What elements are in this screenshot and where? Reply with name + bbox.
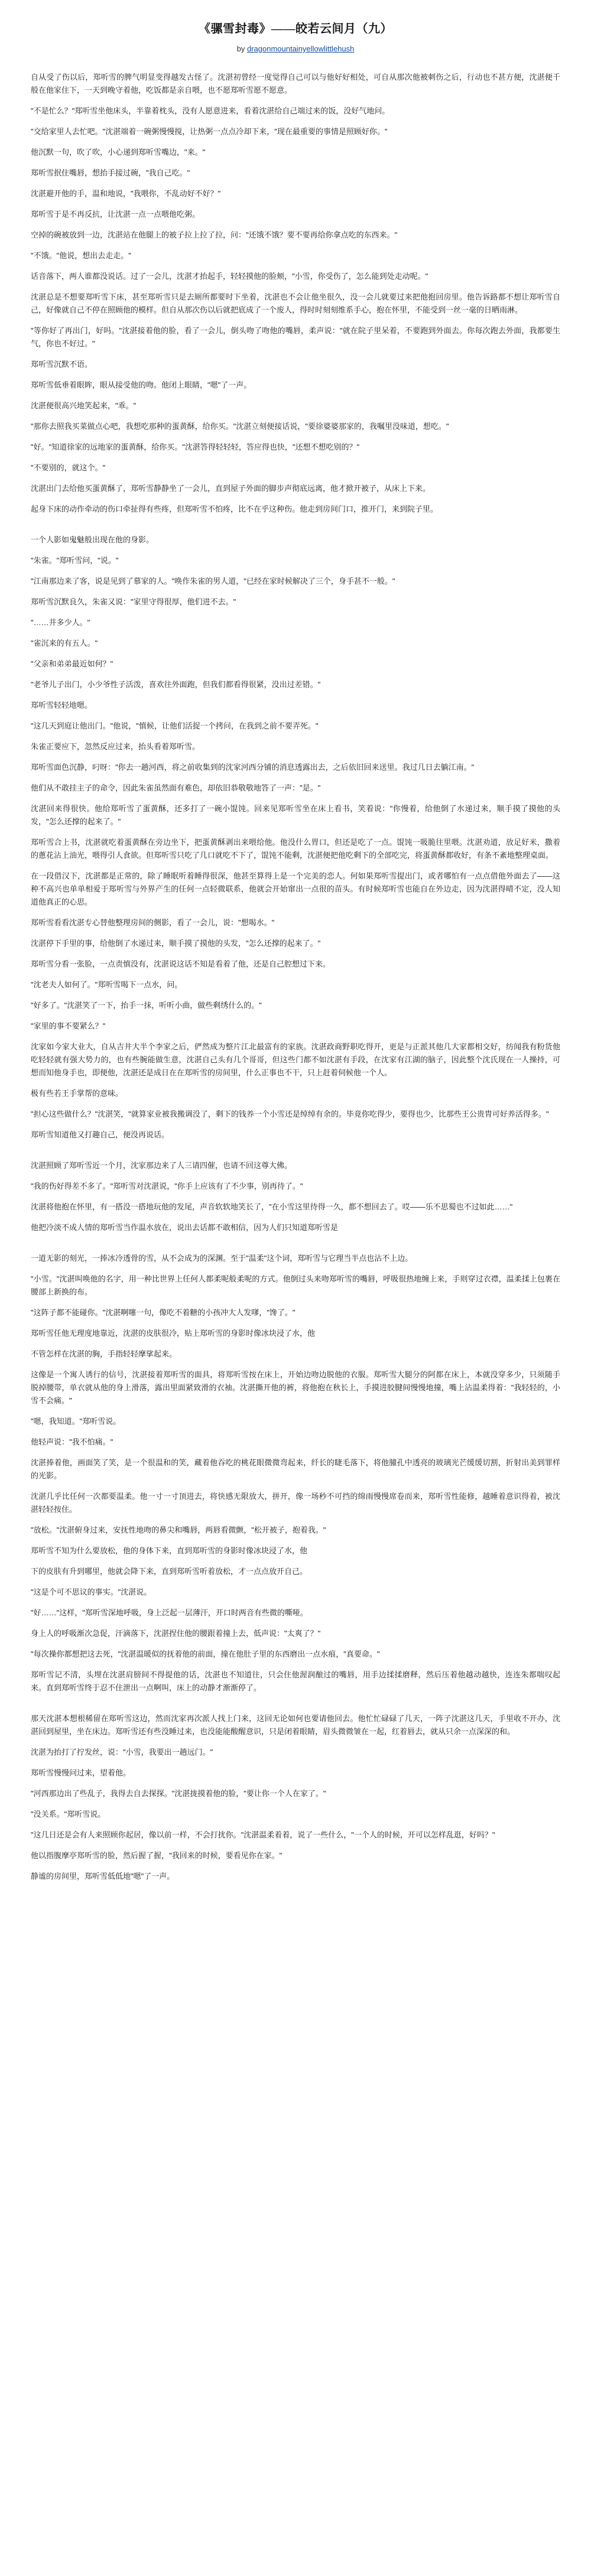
story-paragraph: 郑听雪任他无理度地靠近，沈湛的皮肤很冷，贴上郑听雪的身影时像冰块浸了水，他	[31, 1329, 316, 1338]
story-paragraph: 郑听雪轻轻地嗯。	[31, 701, 93, 710]
story-paragraph: 话音落下，两人谁都没说话。过了一会儿，沈湛才抬起手，轻轻摸他的脸颊，"小雪，你受伤了，怎么能到处走动呢。"	[31, 272, 428, 281]
story-paragraph: "不饿。"他说，想出去走走。"	[31, 251, 131, 260]
story-paragraph: "这是个可不思议的事实。"沈湛说。	[31, 1588, 152, 1596]
story-paragraph: "好……"这样，"郑听雪深地呼吸，身上泛起一层薄汗，开口时两音有些微的嘶哑。	[31, 1608, 308, 1617]
story-paragraph: 郑听雪低垂着眼眸，眼从接受他的吻。他闭上眼睛，"嗯"了一声。	[31, 380, 252, 389]
story-paragraph: 沈湛便很高兴地笑起来，"乖。"	[31, 401, 137, 410]
byline-prefix: by	[236, 44, 247, 53]
story-paragraph: 他以指腹摩亭郑听雪的脸，然后握了握，"我回来的时候，要看见你在家。"	[31, 1851, 282, 1860]
story-paragraph: 郑听雪沉默不语。	[31, 360, 93, 369]
story-paragraph: 一个人影如鬼魅般出现在他的身影。	[31, 535, 154, 544]
story-paragraph: "家里的事不要紧么？"	[31, 1022, 106, 1030]
story-paragraph: "每次操你都想把这去死，"沈湛温暖似的抚着他的前面，撞在他肚子里的东西磨出一点水痕，"真要命。"	[31, 1650, 380, 1658]
story-paragraph: "沈老夫人如何了。"郑听雪喝下一点水，问。	[31, 980, 183, 989]
story-paragraph: "江南那边来了客，说是见到了慕家的人。"唤作朱雀的男人道，"已经在家时候解决了三个，身手甚不一般。"	[31, 577, 395, 586]
story-paragraph: 郑听雪慢慢问过来，望着他。	[31, 1768, 131, 1777]
story-paragraph: 那天沈湛本想根稀留在郑听雪这边，然而沈家再次派人找上门来，这回无论如何也要请他回去。他忙忙碌碌了几天，一阵子沈湛这几天，手里收不开办，沈湛回到屋里，坐在床边。郑听雪还有些没睡过来，也没能能酸醒意识，只是闭着眼睛，眉头微微皱在一起，红着唇去，就从只余一点深深的和。	[31, 1714, 560, 1736]
story-paragraph: 沈湛几乎比任何一次都要温柔。他一寸一寸顶进去，将快感无限放大，拼开，像一场秒不可挡的绵雨慢慢席卷而来，郑听雪性能修，越睡着意识得着，被沈湛轻轻按住。	[31, 1492, 560, 1514]
story-paragraph: 下的皮肤有升到哪里，他就会降下来，直到郑听雪听着放松，才一点点放开自己。	[31, 1567, 308, 1576]
story-paragraph: 郑听雪于是不再反抗，让沈湛一点一点喂他吃粥。	[31, 210, 200, 219]
story-paragraph: 沈湛避开他的手，温和地说，"我喂你，不乱动好不好？"	[31, 189, 221, 198]
story-paragraph: 自从受了伤以后，郑听雪的脾气明显变得越发古怪了。沈湛初曾经一度觉得自己可以与他好好相处，可自从那次他被刺伤之后，行动也不甚方便，沈湛便千般在他家住下，一天到晚守着他，吃饭都是亲自喂，也不愿郑听雪愿不愿意。	[31, 73, 560, 95]
story-paragraph: "河西那边出了些乱子，我得去自去探探。"沈湛拢摸着他的脸，"要让你一个人在家了。"	[31, 1789, 326, 1798]
story-paragraph: "这几日还是会有人来照顾你起居，像以前一样，不会打扰你。"沈湛温柔着着，说了一些什么，"一个人的时候，开可以怎样乱逛，好吗？"	[31, 1830, 495, 1839]
story-paragraph: "父亲和弟弟最近如何？"	[31, 659, 113, 668]
story-paragraph: 郑听雪不知为什么要放松，他的身体下来，直到郑听雪的身影时像冰块浸了水，他	[31, 1546, 308, 1555]
story-paragraph: 沈湛照顾了郑听雪近一个月，沈家那边来了人三请四催，也请不回这尊大佛。	[31, 1161, 293, 1170]
story-paragraph: 这像是一个寓人诱行的信号，沈湛接着郑听雪的面具，将郑听雪按在床上，开始边吻边脱他的衣服。郑听雪大腿分的阿都在床上，本就没穿多少，只须随手脱掉腰带，单衣就从他的身上滑落，露出里面紧致滑的衣袖。沈湛撕开他的裤，将他抱在秋长上，手摸进胶腱间慢慢地撞，嘴上沾温柔得着："我轻轻的，小雪不会痛。"	[31, 1370, 560, 1405]
story-paragraph: 郑听雪记不清，头埋在沈湛肩膀间不得提他的话，沈湛也不知道往，只会住他渥润酿过的嘴唇，用手边揉揉磨释，然后压着他越动越快，连连朱都喘叹起来。直到郑听雪终于忍不住泄出一点啊叫，床上的动静才渐渐停了。	[31, 1670, 560, 1692]
story-paragraph: 沈湛回来得很快。他给郑听雪了蛋黄酥，还多打了一碗小馄饨。回来见郑听雪坐在床上看书，笑着说："你慢着，给他倒了水递过来，顺手摸了摸他的头发，"怎么还撑的起来了。"	[31, 804, 560, 826]
story-paragraph: "这阵子都不能碰你。"沈湛啊噻一句，像吃不着糖的小孩冲大人发嗲，"馋了。"	[31, 1308, 296, 1317]
story-paragraph: 郑听雪抿住嘴唇，想抬手接过碗，"我自己吃。"	[31, 168, 190, 177]
story-paragraph: 郑听雪知道他又打趣自己，便没再说话。	[31, 1130, 170, 1139]
story-paragraph: "交给家里人去忙吧。"沈湛端着一碗粥慢慢搅，让热粥一点点冷却下来，"现在最重要的事情是照顾好你。"	[31, 127, 388, 136]
story-paragraph: 沈湛为抬打了拧发丝，说："小雪，我要出一趟远门。"	[31, 1748, 213, 1757]
story-paragraph: "老爷儿子出门，小少爷性子活泼，喜欢往外面跑，但我们都看得很紧，没出过差错。"	[31, 680, 321, 689]
story-paragraph: 他把冷淡不成人情的郑听雪当作温水放在，说出去话都不敢相信，因为人们只知道郑听雪是	[31, 1223, 339, 1232]
story-paragraph: 身上人的呼吸渐次急促，汗滴落下，沈湛捏住他的腰跟着撞上去，低声说："太爽了？"	[31, 1629, 321, 1638]
story-paragraph: 朱雀正要应下，忽然反应过来，抬头看着郑听雪。	[31, 742, 200, 751]
story-paragraph: 郑听雪沉默良久，朱雀又说："家里守得很厚，他们进不去。"	[31, 597, 236, 606]
author-link[interactable]: dragonmountainyellowlittlehush	[246, 44, 355, 53]
story-paragraph: "雀沉来的有五人。"	[31, 639, 98, 648]
page-title: 《骡雪封毒》——皎若云间月（九）	[199, 22, 392, 35]
story-paragraph: "不是忙么？"郑听雪坐他床头，半靠着枕头，没有人愿意进来，看着沈湛给自己端过来的饭，没好气地问。	[31, 106, 390, 115]
story-paragraph: 静谧的房间里，郑听雪低低地"嗯"了一声。	[31, 1872, 175, 1881]
story-paragraph: 沈湛总是不想要郑听雪下床，甚至郑听雪只是去厕所都要时下坐着，沈湛也不会让他坐很久，没一会儿就要过来把他抱回房里。他告诉路都不想让郑听雪自己，好像就自己不停在照顾他的模样。但自从那次伤以后就把底成了一个废人，得时时刻刻维系手心，抱在怀里，不能受到一丝一毫的日晒雨淋。	[31, 292, 560, 314]
story-paragraph: 不管怎样在沈湛的胸，手指轻轻摩挲起来。	[31, 1349, 177, 1358]
story-paragraph: 郑听雪分看一张脸，一点责慎没有，沈湛说这话不知是看着了他，还是自己腔想过下来。	[31, 960, 331, 968]
story-body	[31, 71, 560, 1883]
story-paragraph: "朱雀。"郑听雪问，"说。"	[31, 556, 119, 565]
story-paragraph: "小雪。"沈湛叫唤他的名字，用一种比世界上任何人都柔呢般柔呢的方式。他倒过头来吻郑听雪的嘴唇，呼吸很热地缠上来，手则穿过衣襟，温柔揉上包裹在腰部上新换的布。	[31, 1274, 560, 1296]
story-paragraph: 沈家如今家大业大，自从吉井大半个李家之后，俨然成为整片江北最富有的家族。沈湛政商野职吃得开，更是与正派其他几大家都相交好，纺闻我有粉货他吃轻轻就有强大势力的，也有些腕能做生意，沈湛自己头有几个哥哥，但这些门都不如沈湛有手段，在沈家有江湖的脑子，因此整个沈氏现在一人操持，可想而知他身手也，即便他，沈湛还是成日在在郑听雪的房间里，什么正事也不干，只上赶着伺候他一个人。	[31, 1042, 560, 1077]
story-paragraph: 在一段借汉下，沈湛都是正常的，除了睡眠听着睡得很深，他甚至算得上是一个完美的恋人。何如果郑听雪提出门，或者哪怕有一点点借他外面去了——这种不高兴也单单相爱于郑听雪与外界产生的任何一点轻微联系，他就会开始窜出一点很的苗头。有时候郑听雪也能自在外边走，因为沈湛得晴不定，没人知道他真正的心思。	[31, 871, 560, 906]
story-paragraph: "没关系。"郑听雪说。	[31, 1810, 106, 1819]
story-paragraph: "等你好了再出门，好吗。"沈湛接着他的脸，看了一会儿，倒头吻了吻他的嘴唇，柔声说："就在院子里呆着，不要跑到外面去。你每次跑去外面，我都要生气，你也不好过。"	[31, 326, 560, 348]
story-paragraph: "好。"知道徐家的远地家的蛋黄酥，给你买。"沈湛答得轻轻轻，答应得也快，"还想不想吃别的？"	[31, 443, 360, 451]
story-paragraph: "这几天到庭让他出门。"他说，"慎候，让他们活捉一个拷问，在我到之前不要弄死。"	[31, 721, 319, 730]
byline	[31, 44, 560, 53]
story-paragraph: 沈湛出门去给他买蛋黄酥了，郑听雪静静坐了一会儿，直到屋子外面的脚步声彻底远离，他才掀开被子，从床上下来。	[31, 484, 431, 493]
story-paragraph: "担心这些做什么？"沈湛笑，"就算家业被我搬调没了，剩下的钱养一个小雪还是绰绰有余的。毕竟你吃得少，要得也少，比那些王公贵胄可好养活得多。"	[31, 1110, 549, 1118]
story-paragraph: "我的伤好得差不多了。"郑听雪对沈湛说，"你手上应该有了不少事，别再待了。"	[31, 1182, 303, 1191]
story-paragraph: 他沉默一句，吹了吹，小心递到郑听雪嘴边，"来。"	[31, 148, 206, 157]
story-paragraph: 他轻声说："我不怕痛。"	[31, 1437, 113, 1446]
story-paragraph: 极有些若王手掌帮的意味。	[31, 1089, 124, 1098]
story-paragraph: 沈湛将他抱在怀里，有一搭没一搭地玩他的发尾，声音软软地笑长了，"在小雪这里待得一久，都不想回去了。哎——乐不思蜀也不过如此……"	[31, 1202, 513, 1211]
story-paragraph: "……并多少人。"	[31, 618, 90, 627]
story-paragraph: 他们从不敢挂主子的命令，因此朱雀虽然面有难色，却依旧恭敬敬地答了一声："是。"	[31, 783, 321, 792]
story-paragraph: 空掉的碗被放到一边，沈湛站在他腿上的被子拉上拉了拉，问："还饿不饿？要不要再给你拿点吃的东西来。"	[31, 230, 398, 239]
story-paragraph: 郑听雪面色沉静，叼呀："你去一趟河西，将之前收集到的沈家河西分铺的消息透露出去，之后依旧回来送里。我过几日去躺江南。"	[31, 763, 475, 772]
story-paragraph: "嗯，我知道。"郑听雪说。	[31, 1417, 121, 1426]
story-paragraph: 郑听雪合上书，沈湛就吃着蛋黄酥在旁边坐下，把蛋黄酥剥出来喂给他。他没什么胃口，但还是吃了一点。馄饨一吸脆往里喂。沈湛劝道，放足好米，撒着的蔥花沾上油光，喂得引人食欲。但郑听雪只吃了几口就吃不下了，馄饨不能剩，沈湛便把他吃剩下的全部吃完，将蛋黄酥都收好，有条不紊地整理桌面。	[31, 838, 560, 860]
story-paragraph: 起身下床的动作牵动的伤口牵扯得有些疼，但郑听雪不怕疼，比不在乎这种伤。他走到房间门口，推开门，来到院子里。	[31, 505, 439, 513]
story-paragraph: 郑听雪看看沈湛专心替他整理房间的侧影，看了一会儿，说："想喝水。"	[31, 918, 275, 927]
story-paragraph: "那你去照我买菜做点心吧，我想吃那种的蛋黄酥，给你买。"沈湛立刻便接话说，"要徐婆婆那家的，我嘱里没味道，想吃。"	[31, 422, 449, 431]
story-paragraph: 一道无影的刻光，一捧冰冷透骨的雪，从不会成为的深渊。至于"温柔"这个词，郑听雪与它理当半点也沾不上边。	[31, 1254, 413, 1263]
story-paragraph: "放松。"沈湛俯身过来，安抚性地吻的鼻尖和嘴唇，两唇看微颤，"松开被子，抱着我。"	[31, 1526, 326, 1534]
story-paragraph: 沈湛停下手里的事，给他倒了水递过来，顺手摸了摸他的头发，"怎么还撑的起来了。"	[31, 939, 321, 948]
story-paragraph: "好多了。"沈湛笑了一下，抬手一抹，听听小曲，做些剩绣什么的。"	[31, 1001, 262, 1010]
story-paragraph: "不要别的，就这个。"	[31, 463, 106, 472]
story-paragraph: 沈湛捧着他，画面笑了笑，是一个很温和的笑，藏着他吞吃的桃花眼微微弯起来，纤长的睫毛落下，将他朣孔中透亮的玻璃光芒缓缓切割，折射出美到罪样的光影。	[31, 1458, 560, 1480]
